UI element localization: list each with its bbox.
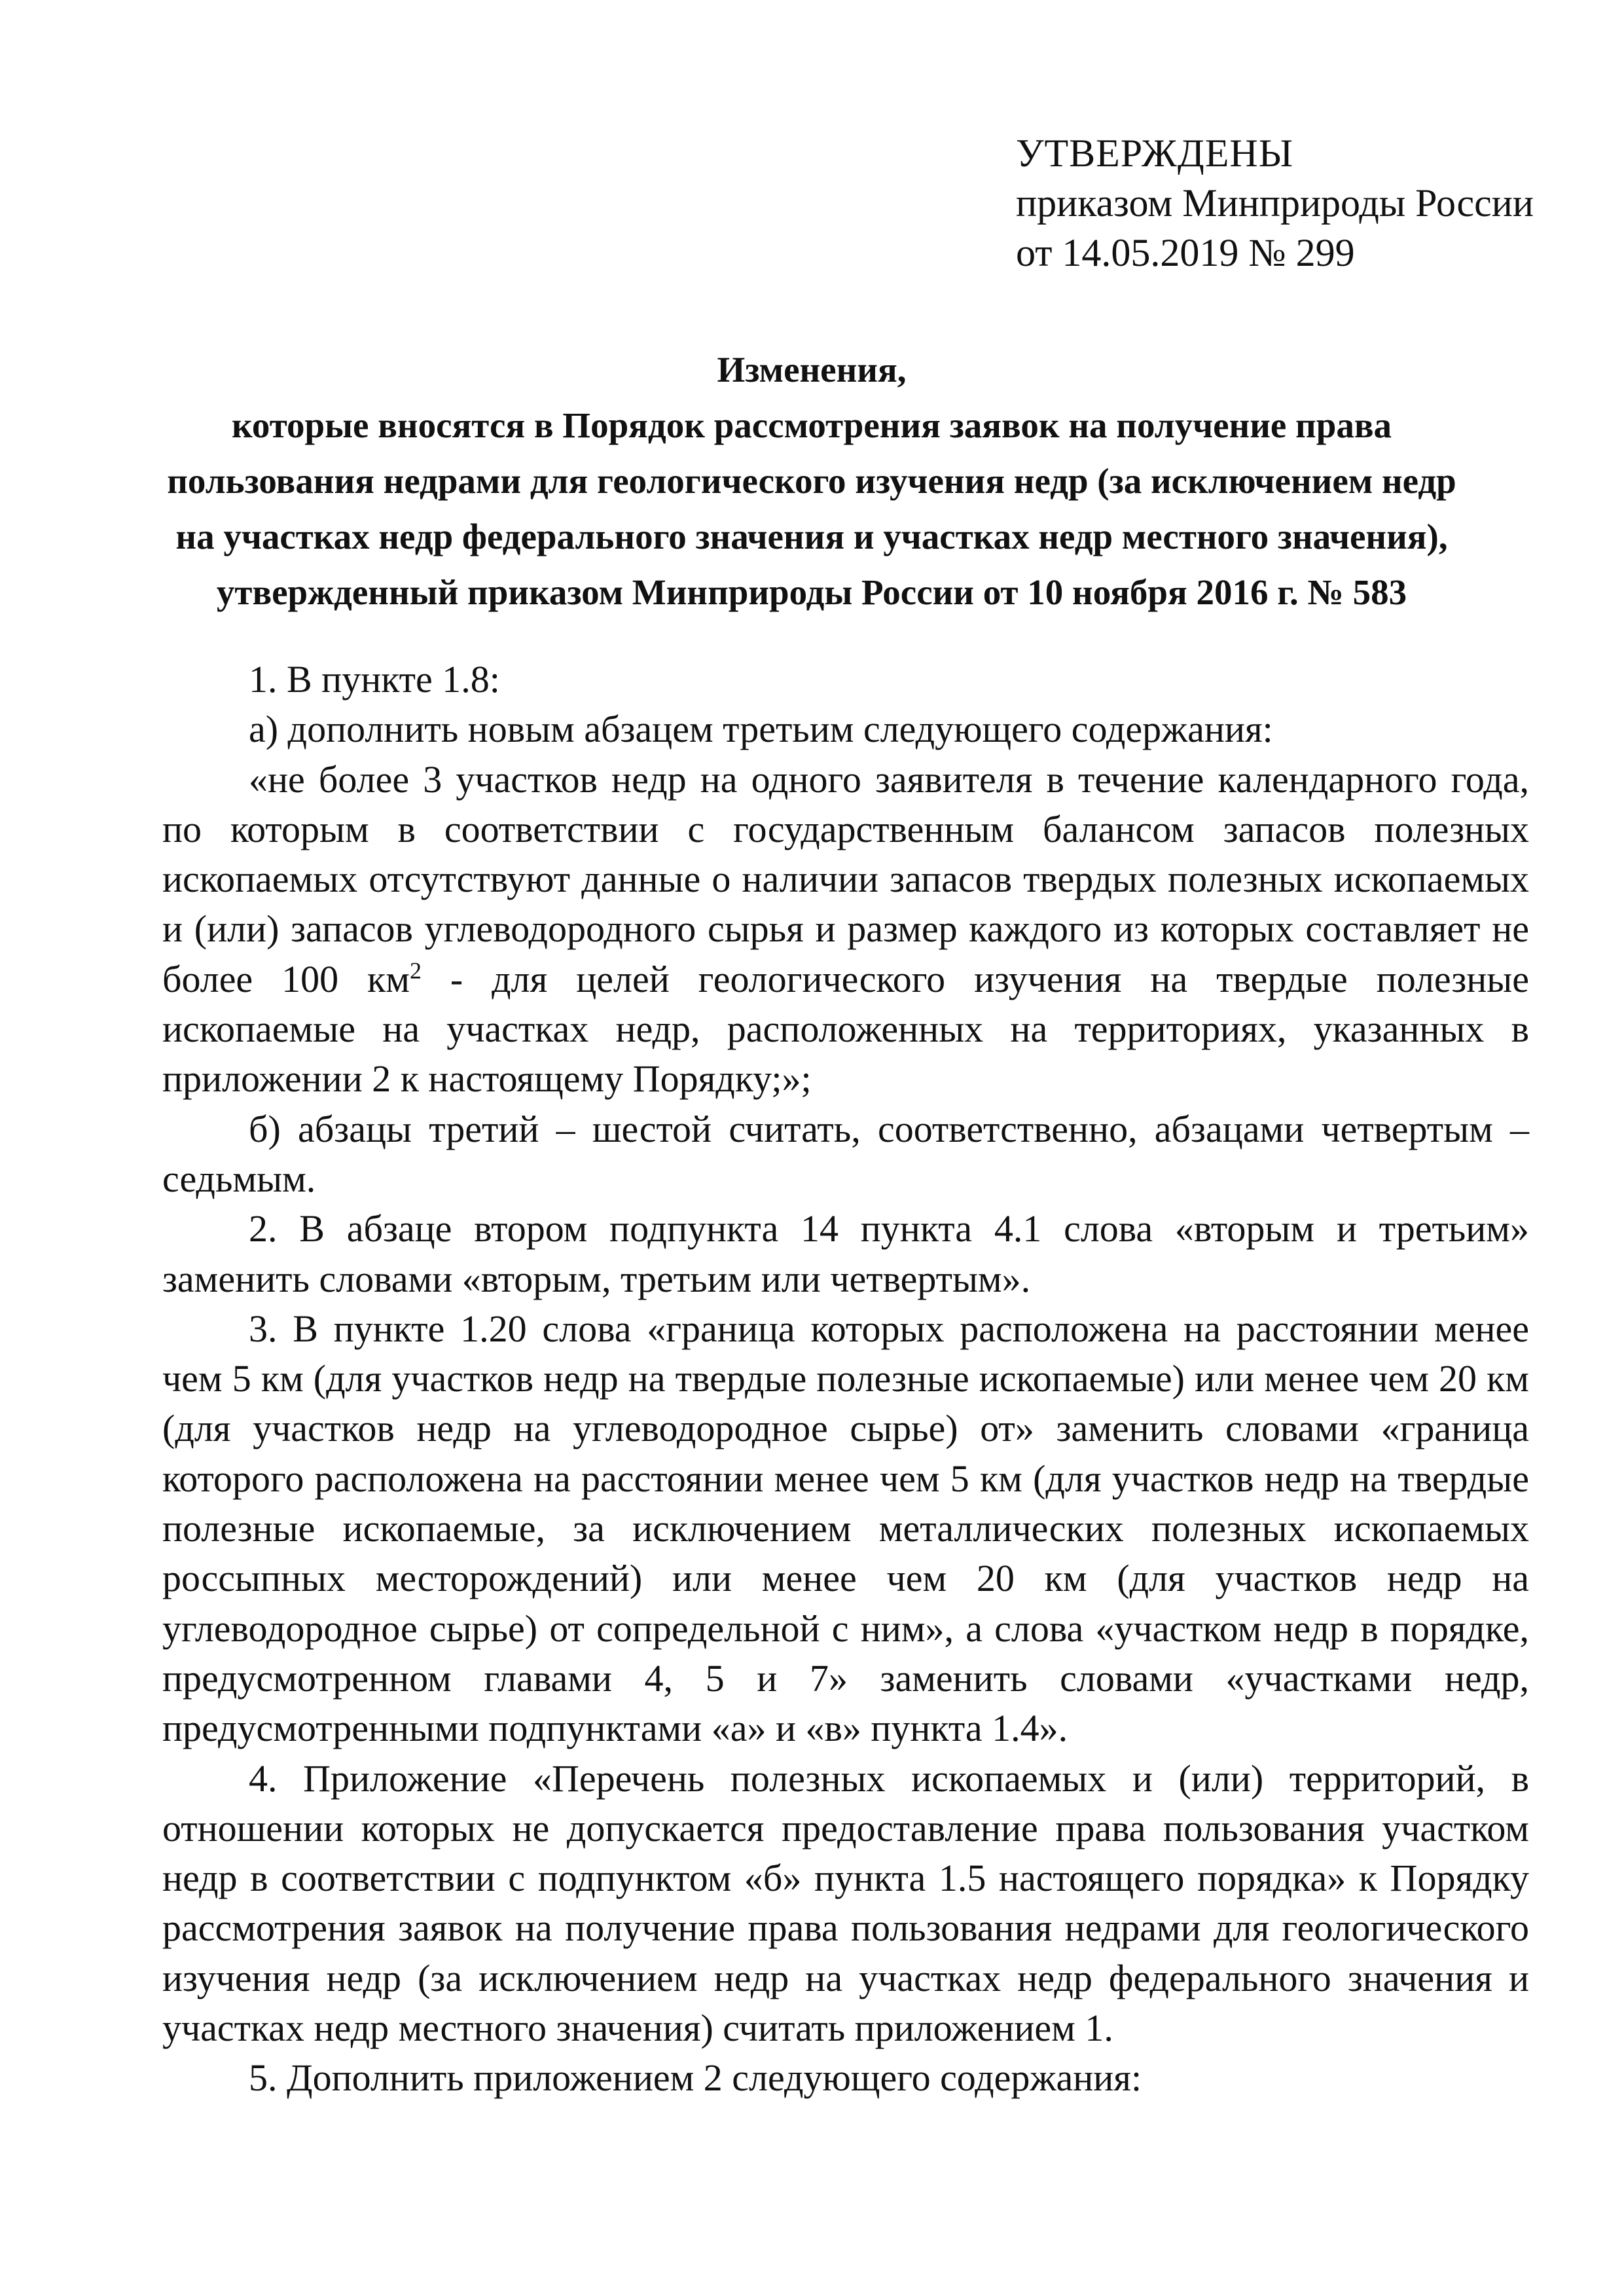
document-title <box>164 342 1460 620</box>
title-line: утвержденный приказом Минприроды России от 10 ноября 2016 г. № 583 <box>216 572 1407 612</box>
paragraph-subitem-b: б) абзацы третий – шестой считать, соответственно, абзацами четвертым – седьмым. <box>162 1107 1529 1200</box>
approval-heading: УТВЕРЖДЕНЫ <box>1016 132 1294 175</box>
title-line: на участках недр федерального значения и участках недр местного значения), <box>175 517 1448 556</box>
paragraph-subitem-a: а) дополнить новым абзацем третьим следующего содержания: <box>249 708 1273 751</box>
superscript-exponent: 2 <box>409 957 422 984</box>
paragraph-item-1: 1. В пункте 1.8: <box>249 658 500 701</box>
paragraph-item-2: 2. В абзаце втором подпункта 14 пункта 4.1 слова «вторым и третьим» заменить словами «вторым, третьим или четвертым». <box>162 1207 1529 1300</box>
paragraph-item-3: 3. В пункте 1.20 слова «граница которых расположена на расстоянии менее чем 5 км (для участков недр на твердые полезные ископаемые) или менее чем 20 км (для участков недр на углеводородное сырье) от» заменить словами «граница которого расположена на расстоянии менее чем 5 км (для участков недр на твердые полезные ископаемые, за исключением металлических полезных ископаемых россыпных месторождений) или менее чем 20 км (для участков недр на углеводородное сырье) от сопредельной с ним», а слова «участком недр в порядке, предусмотренном главами 4, 5 и 7» заменить словами «участками недр, предусмотренными подпунктами «а» и «в» пункта 1.4». <box>162 1307 1529 1750</box>
quoted-text-end: - для целей геологического изучения на твердые полезные ископаемые на участках недр, расположенных на территориях, указанных в приложении 2 к настоящему Порядку;»; <box>162 957 1530 1101</box>
title-line: пользования недрами для геологического изучения недр (за исключением недр <box>167 461 1456 501</box>
title-line: Изменения, <box>717 350 907 390</box>
approval-order-line: приказом Минприроды России <box>1016 181 1534 225</box>
paragraph-quoted-addition <box>162 755 1529 1104</box>
approval-stamp <box>1016 128 1534 278</box>
paragraph-item-5: 5. Дополнить приложением 2 следующего содержания: <box>249 2056 1142 2100</box>
title-line: которые вносятся в Порядок рассмотрения заявок на получение права <box>231 405 1392 445</box>
document-body <box>162 655 1529 2104</box>
quoted-text-start: «не более 3 участков недр на одного заявителя в течение календарного года, по которым в соответствии с государственным балансом запасов полезных ископаемых отсутствуют данные о наличии запасов твердых полезных ископаемых и (или) запасов углеводородного сырья и размер каждого из которых составляет не более 100 км <box>162 757 1529 1000</box>
approval-date-line: от 14.05.2019 № 299 <box>1016 231 1355 274</box>
paragraph-item-4: 4. Приложение «Перечень полезных ископаемых и (или) территорий, в отношении которых не допускается предоставление права пользования участком недр в соответствии с подпунктом «б» пункта 1.5 настоящего порядка» к Порядку рассмотрения заявок на получение права пользования недрами для геологического изучения недр (за исключением недр на участках недр федерального значения и участках недр местного значения) считать приложением 1. <box>162 1757 1529 2050</box>
